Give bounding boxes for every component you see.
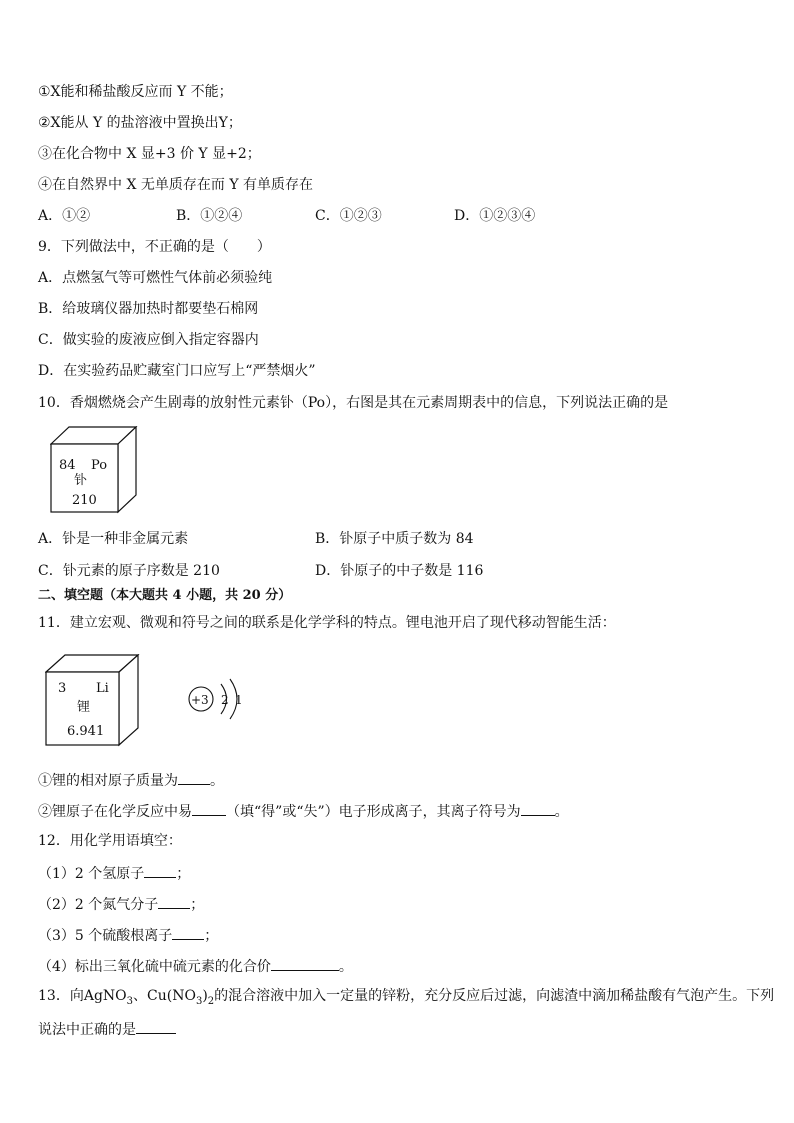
q12-item-3-end: ； (204, 928, 219, 944)
q11-sub1 (38, 770, 224, 790)
q9-stem: 9．下列做法中，不正确的是（ ） (38, 239, 271, 255)
q13-prefix: 13．向 (38, 988, 84, 1004)
q11-sub2-end: 。 (554, 804, 569, 820)
q8-statement-2: ②X能从 Y 的盐溶液中置换出Y； (38, 115, 242, 131)
q13-line2 (38, 1019, 176, 1039)
lithium-atom-structure-diagram (186, 676, 256, 724)
q8-option-d: D．①②③④ (454, 208, 536, 224)
answer-blank[interactable] (521, 801, 555, 816)
electron-shell-1-count: 2 (221, 693, 229, 707)
q12-item-1-end: ； (176, 866, 191, 882)
q12-stem: 12．用化学用语填空： (38, 833, 182, 849)
formula-subscript: 3 (126, 995, 134, 1007)
answer-blank[interactable] (144, 863, 176, 878)
copper-nitrate-formula: Cu(NO (147, 988, 196, 1004)
q9-option-d: D．在实验药品贮藏室门口应写上“严禁烟火” (38, 363, 316, 379)
lithium-element-card (45, 654, 141, 748)
q12-item-4-text: （4）标出三氧化硫中硫元素的化合价 (38, 959, 271, 975)
q10-option-a: A．钋是一种非金属元素 (38, 531, 189, 547)
q11-stem: 11．建立宏观、微观和符号之间的联系是化学学科的特点。锂电池开启了现代移动智能生活： (38, 615, 616, 631)
electron-shell-2-count: 1 (235, 693, 243, 707)
q12-item-2 (38, 894, 204, 914)
q10-option-d: D．钋原子的中子数是 116 (315, 563, 484, 579)
q9-option-a: A．点燃氢气等可燃性气体前必须验纯 (38, 270, 273, 286)
q11-sub2-text-mid: （填“得”或“失”）电子形成离子，其离子符号为 (226, 804, 521, 820)
q8-statement-3: ③在化合物中 X 显+3 价 Y 显+2； (38, 146, 261, 162)
lithium-symbol: Li (96, 681, 109, 696)
q9-option-b: B．给玻璃仪器加热时都要垫石棉网 (38, 301, 259, 317)
q13-stem (38, 987, 774, 1005)
q12-item-2-end: ； (190, 897, 205, 913)
silver-nitrate-formula: AgNO (83, 988, 127, 1004)
answer-blank[interactable] (172, 925, 204, 940)
q8-statement-4: ④在自然界中 X 无单质存在而 Y 有单质存在 (38, 177, 314, 193)
formula-subscript: 3 (195, 995, 203, 1007)
q12-item-3 (38, 925, 218, 945)
answer-blank[interactable] (178, 770, 210, 785)
section-title: 二、填空题（本大题共 4 小题，共 20 分） (38, 588, 292, 603)
q13-stem-rest: 的混合溶液中加入一定量的锌粉，充分反应后过滤，向滤渣中滴加稀盐酸有气泡产生。下列 (214, 988, 775, 1004)
q11-sub1-end: 。 (210, 773, 224, 789)
q13-separator: 、 (133, 988, 148, 1004)
lithium-atomic-number: 3 (58, 681, 67, 696)
q10-option-c: C．钋元素的原子序数是 210 (38, 563, 220, 579)
q12-item-1 (38, 863, 190, 883)
lithium-name: 锂 (77, 700, 91, 715)
polonium-atomic-number: 84 (59, 458, 76, 473)
q13-line2-text: 说法中正确的是 (38, 1022, 136, 1038)
answer-blank[interactable] (136, 1019, 176, 1034)
q12-item-1-text: （1）2 个氢原子 (38, 866, 145, 882)
q8-option-a: A．①② (38, 208, 91, 224)
q12-item-2-text: （2）2 个氮气分子 (38, 897, 159, 913)
polonium-name: 钋 (74, 473, 88, 488)
q11-sub1-text: ①锂的相对原子质量为 (38, 773, 178, 789)
q11-sub2 (38, 801, 569, 821)
answer-blank[interactable] (158, 894, 190, 909)
q8-statement-1: ①X能和稀盐酸反应而 Y 不能； (38, 84, 233, 100)
q8-option-b: B．①②④ (176, 208, 243, 224)
answer-blank[interactable] (192, 801, 226, 816)
q12-item-3-text: （3）5 个硫酸根离子 (38, 928, 173, 944)
q8-option-c: C．①②③ (315, 208, 382, 224)
q9-option-c: C．做实验的废液应倒入指定容器内 (38, 332, 259, 348)
q12-item-4 (38, 956, 353, 976)
nucleus-charge: +3 (191, 693, 209, 707)
polonium-symbol: Po (91, 458, 108, 473)
lithium-mass: 6.941 (67, 724, 105, 739)
q10-stem: 10．香烟燃烧会产生剧毒的放射性元素钋（Po），右图是其在元素周期表中的信息，下列说法正确的是 (38, 395, 669, 411)
formula-subscript: 2 (207, 995, 215, 1007)
q11-sub2-text: ②锂原子在化学反应中易 (38, 804, 192, 820)
formula-paren: ) (202, 988, 208, 1004)
q12-item-4-end: 。 (338, 959, 353, 975)
answer-blank[interactable] (271, 956, 339, 971)
polonium-mass: 210 (72, 493, 97, 508)
polonium-element-card (50, 426, 140, 516)
q10-option-b: B．钋原子中质子数为 84 (315, 531, 474, 547)
